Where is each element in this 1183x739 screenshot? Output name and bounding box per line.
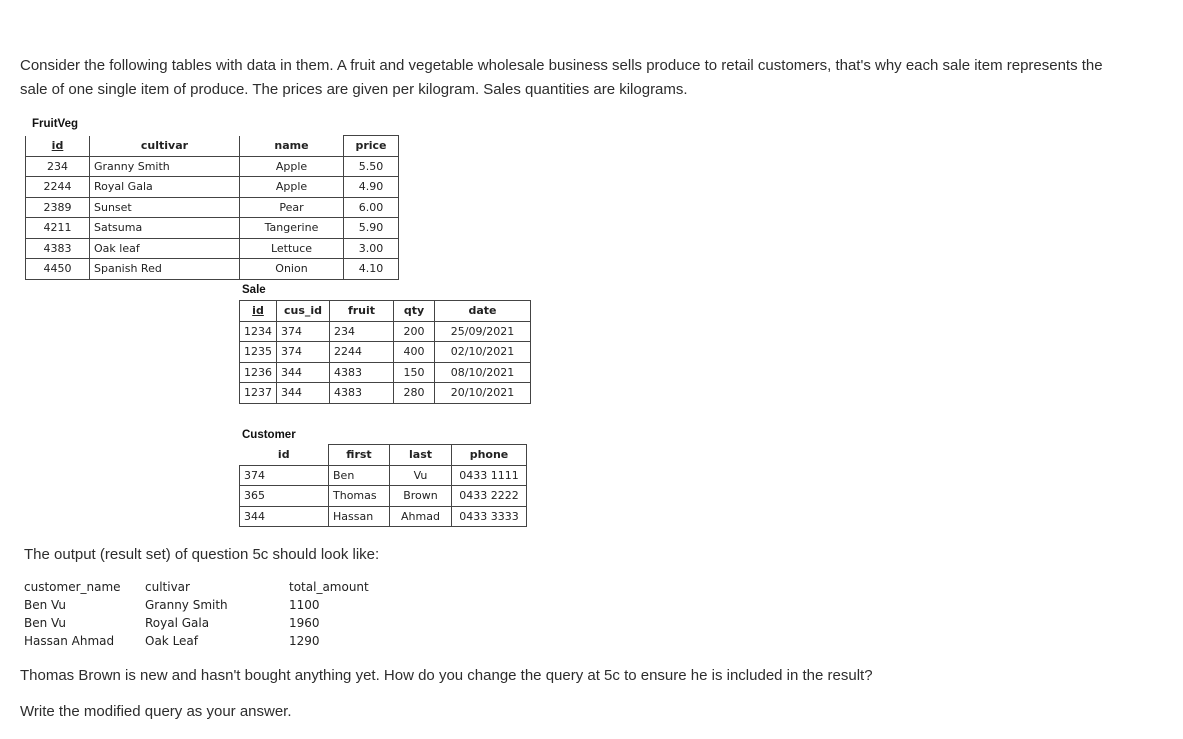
sale-cell: 1236 (240, 362, 277, 383)
sale-cell: 400 (394, 342, 435, 363)
fruitveg-cell: Oak leaf (90, 238, 240, 259)
sale-cell: 234 (330, 321, 394, 342)
fruitveg-cell: 2389 (26, 197, 90, 218)
sale-caption: Sale (242, 284, 266, 296)
customer-cell: 0433 1111 (452, 465, 527, 486)
sale-cell: 150 (394, 362, 435, 383)
sale-cell: 200 (394, 321, 435, 342)
customer-cell: Vu (390, 465, 452, 486)
fruitveg-cell: Satsuma (90, 218, 240, 239)
sale-cell: 20/10/2021 (435, 383, 531, 404)
question-text: Thomas Brown is new and hasn't bought anything yet. How do you change the query at 5c to ensure he is included in the result? (20, 667, 873, 684)
fruitveg-header-cultivar: cultivar (90, 136, 240, 157)
customer-header-id: id (240, 445, 329, 466)
result-heading: The output (result set) of question 5c should look like: (24, 546, 380, 563)
sale-header-row (240, 301, 531, 322)
result-cell: 1960 (289, 616, 320, 630)
table-row (240, 465, 527, 486)
result-cell: Royal Gala (145, 616, 210, 630)
table-row (26, 238, 399, 259)
fruitveg-cell: 234 (26, 156, 90, 177)
table-row (26, 177, 399, 198)
customer-header-first: first (329, 445, 390, 466)
fruitveg-cell: 4383 (26, 238, 90, 259)
fruitveg-header-price: price (344, 136, 399, 157)
fruitveg-cell: Pear (240, 197, 344, 218)
customer-cell: 0433 3333 (452, 506, 527, 527)
fruitveg-cell: Granny Smith (90, 156, 240, 177)
table-row (240, 321, 531, 342)
customer-cell: Ben (329, 465, 390, 486)
table-row (240, 383, 531, 404)
result-header-total-amount: total_amount (289, 580, 369, 594)
result-cell: 1290 (289, 634, 320, 648)
table-row (26, 156, 399, 177)
customer-cell: 374 (240, 465, 329, 486)
customer-header-row (240, 445, 527, 466)
customer-cell: Thomas (329, 486, 390, 507)
sale-cell: 374 (277, 342, 330, 363)
fruitveg-cell: 4450 (26, 259, 90, 280)
result-cell: Hassan Ahmad (24, 634, 115, 648)
sale-cell: 4383 (330, 362, 394, 383)
intro-line-1: Consider the following tables with data in them. A fruit and vegetable wholesale business sells produce to retail customers, that's why each sale item represents the (20, 57, 1103, 74)
sale-cell: 02/10/2021 (435, 342, 531, 363)
sale-header-qty: qty (394, 301, 435, 322)
sale-cell: 344 (277, 383, 330, 404)
instruction-text: Write the modified query as your answer. (20, 703, 292, 720)
customer-cell: Hassan (329, 506, 390, 527)
fruitveg-cell: Onion (240, 259, 344, 280)
fruitveg-cell: Spanish Red (90, 259, 240, 280)
fruitveg-cell: 5.50 (344, 156, 399, 177)
fruitveg-cell: Apple (240, 156, 344, 177)
sale-cell: 1235 (240, 342, 277, 363)
customer-cell: Ahmad (390, 506, 452, 527)
sale-cell: 344 (277, 362, 330, 383)
table-row (240, 362, 531, 383)
fruitveg-caption: FruitVeg (32, 118, 79, 130)
sale-cell: 280 (394, 383, 435, 404)
table-row (26, 259, 399, 280)
sale-header-date: date (435, 301, 531, 322)
result-cell: Oak Leaf (145, 634, 198, 648)
customer-cell: 365 (240, 486, 329, 507)
result-cell: 1100 (289, 598, 320, 612)
fruitveg-header-row (26, 136, 399, 157)
result-header-cultivar: cultivar (145, 580, 190, 594)
result-cell: Ben Vu (24, 616, 67, 630)
result-header-customer-name: customer_name (24, 580, 121, 594)
sale-header-fruit: fruit (330, 301, 394, 322)
table-row (240, 486, 527, 507)
fruitveg-cell: 4.10 (344, 259, 399, 280)
sale-cell: 1234 (240, 321, 277, 342)
sale-header-cus-id: cus_id (277, 301, 330, 322)
sale-header-id: id (240, 301, 277, 322)
sale-cell: 25/09/2021 (435, 321, 531, 342)
sale-cell: 1237 (240, 383, 277, 404)
fruitveg-cell: 4211 (26, 218, 90, 239)
fruitveg-cell: Apple (240, 177, 344, 198)
result-cell: Ben Vu (24, 598, 67, 612)
sale-cell: 374 (277, 321, 330, 342)
sale-cell: 2244 (330, 342, 394, 363)
fruitveg-cell: Royal Gala (90, 177, 240, 198)
customer-header-last: last (390, 445, 452, 466)
fruitveg-cell: Lettuce (240, 238, 344, 259)
sale-table (239, 300, 531, 404)
table-row (240, 506, 527, 527)
table-row (26, 197, 399, 218)
sale-cell: 4383 (330, 383, 394, 404)
customer-header-phone: phone (452, 445, 527, 466)
fruitveg-table (25, 135, 399, 280)
customer-cell: 0433 2222 (452, 486, 527, 507)
fruitveg-cell: Tangerine (240, 218, 344, 239)
customer-cell: Brown (390, 486, 452, 507)
customer-caption: Customer (242, 429, 296, 441)
fruitveg-cell: 4.90 (344, 177, 399, 198)
sale-cell: 08/10/2021 (435, 362, 531, 383)
fruitveg-cell: Sunset (90, 197, 240, 218)
intro-line-2: sale of one single item of produce. The prices are given per kilogram. Sales quantities are kilograms. (20, 81, 688, 98)
customer-cell: 344 (240, 506, 329, 527)
fruitveg-cell: 5.90 (344, 218, 399, 239)
fruitveg-cell: 3.00 (344, 238, 399, 259)
result-cell: Granny Smith (145, 598, 228, 612)
fruitveg-header-id: id (26, 136, 90, 157)
customer-table (239, 444, 527, 527)
fruitveg-header-name: name (240, 136, 344, 157)
table-row (26, 218, 399, 239)
fruitveg-cell: 2244 (26, 177, 90, 198)
fruitveg-cell: 6.00 (344, 197, 399, 218)
table-row (240, 342, 531, 363)
